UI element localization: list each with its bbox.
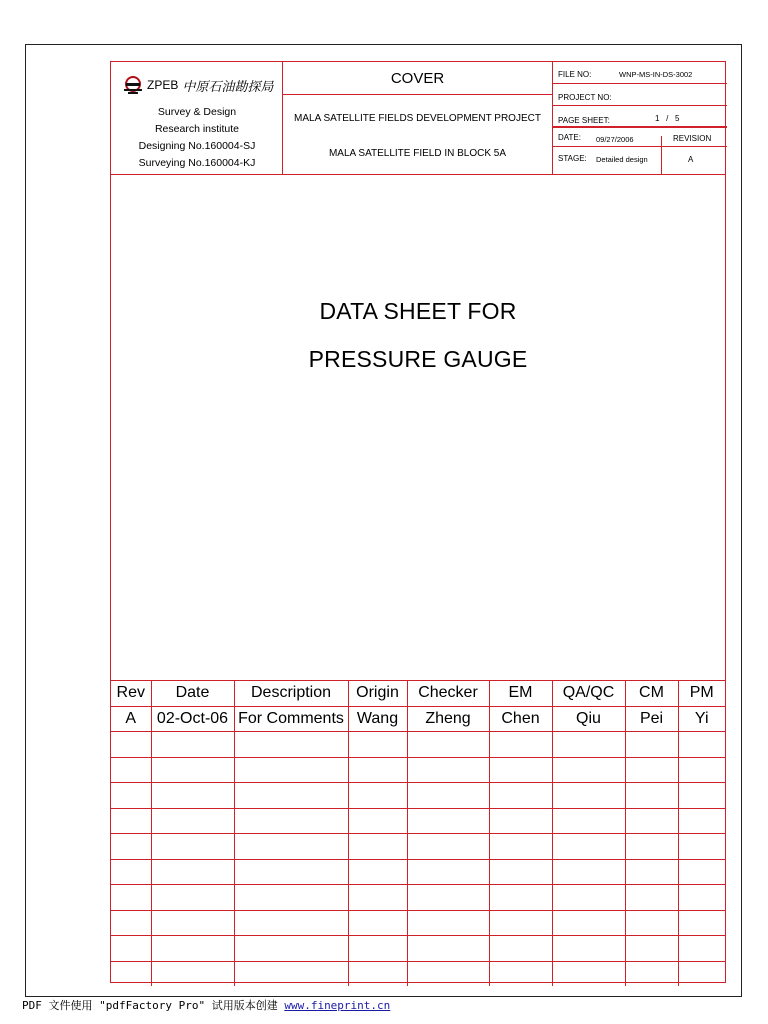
table-cell xyxy=(151,783,234,809)
table-cell xyxy=(111,936,151,962)
table-cell xyxy=(678,910,725,936)
pdf-footer xyxy=(22,997,390,1013)
table-cell xyxy=(234,783,348,809)
table-cell: CM xyxy=(625,681,678,707)
field-name: MALA SATELLITE FIELD IN BLOCK 5A xyxy=(328,148,507,159)
project-no-label: PROJECT NO: xyxy=(558,93,612,102)
table-cell xyxy=(489,783,552,809)
table-cell xyxy=(678,783,725,809)
doc-title-line-1: DATA SHEET FOR xyxy=(319,298,517,324)
table-cell xyxy=(552,808,625,834)
table-cell xyxy=(234,885,348,911)
table-cell xyxy=(625,936,678,962)
table-cell xyxy=(625,910,678,936)
page-sheet-row xyxy=(553,106,727,127)
table-cell xyxy=(151,757,234,783)
table-cell: Pei xyxy=(625,706,678,732)
project-no-row xyxy=(553,84,727,106)
table-cell xyxy=(111,808,151,834)
company-block xyxy=(111,62,283,174)
table-cell xyxy=(625,834,678,860)
table-cell xyxy=(407,757,489,783)
table-cell xyxy=(407,961,489,986)
file-no-row xyxy=(553,62,727,84)
table-cell xyxy=(151,961,234,986)
table-header-row xyxy=(111,681,725,707)
table-cell xyxy=(678,732,725,758)
table-cell xyxy=(151,936,234,962)
footer-link[interactable]: www.fineprint.cn xyxy=(284,999,391,1012)
table-cell xyxy=(151,910,234,936)
table-cell: Yi xyxy=(678,706,725,732)
table-cell xyxy=(489,885,552,911)
table-cell xyxy=(625,808,678,834)
table-cell xyxy=(407,910,489,936)
document-sheet xyxy=(110,61,726,983)
stage-row xyxy=(553,147,727,174)
date-label: DATE: xyxy=(558,133,581,142)
table-cell xyxy=(348,757,407,783)
table-row-empty xyxy=(111,732,725,758)
company-line-4: Surveying No.160004-KJ xyxy=(138,157,256,169)
table-cell: For Comments xyxy=(234,706,348,732)
table-cell xyxy=(625,732,678,758)
table-cell xyxy=(407,834,489,860)
table-cell xyxy=(151,885,234,911)
table-cell xyxy=(625,757,678,783)
table-cell: Origin xyxy=(348,681,407,707)
table-cell xyxy=(151,859,234,885)
table-cell xyxy=(552,936,625,962)
table-cell xyxy=(552,885,625,911)
table-cell xyxy=(489,808,552,834)
stage-value: Detailed design xyxy=(596,155,648,164)
table-cell xyxy=(234,910,348,936)
table-cell xyxy=(678,808,725,834)
table-cell xyxy=(348,910,407,936)
table-cell xyxy=(489,834,552,860)
project-name: MALA SATELLITE FIELDS DEVELOPMENT PROJECT xyxy=(294,113,541,124)
table-cell xyxy=(489,961,552,986)
table-cell xyxy=(678,961,725,986)
zpeb-logo-icon xyxy=(123,75,143,95)
table-cell: 02-Oct-06 xyxy=(151,706,234,732)
table-cell xyxy=(407,936,489,962)
page-sheet-label: PAGE SHEET: xyxy=(558,116,610,125)
revision-value: A xyxy=(688,155,694,164)
table-cell xyxy=(552,834,625,860)
table-cell: Wang xyxy=(348,706,407,732)
table-cell: Zheng xyxy=(407,706,489,732)
header-divider xyxy=(111,174,725,175)
table-cell xyxy=(552,783,625,809)
table-row xyxy=(111,706,725,732)
table-cell xyxy=(111,910,151,936)
table-cell xyxy=(407,732,489,758)
table-cell xyxy=(348,936,407,962)
company-logo xyxy=(123,74,273,96)
table-cell xyxy=(348,859,407,885)
table-cell xyxy=(407,859,489,885)
table-cell xyxy=(552,910,625,936)
table-cell xyxy=(111,961,151,986)
table-cell xyxy=(234,859,348,885)
table-cell xyxy=(407,783,489,809)
table-cell: EM xyxy=(489,681,552,707)
table-row-empty xyxy=(111,757,725,783)
file-no-value: WNP-MS-IN-DS-3002 xyxy=(619,70,693,79)
date-row xyxy=(553,127,727,147)
table-row-empty xyxy=(111,910,725,936)
table-cell xyxy=(151,732,234,758)
table-cell xyxy=(678,757,725,783)
table-cell xyxy=(678,859,725,885)
table-cell xyxy=(234,732,348,758)
table-cell: Date xyxy=(151,681,234,707)
table-cell: QA/QC xyxy=(552,681,625,707)
table-cell xyxy=(625,859,678,885)
table-cell xyxy=(234,936,348,962)
table-cell xyxy=(111,757,151,783)
table-row-empty xyxy=(111,885,725,911)
table-row-empty xyxy=(111,961,725,986)
table-cell xyxy=(151,834,234,860)
table-cell xyxy=(489,859,552,885)
table-cell xyxy=(348,961,407,986)
table-row-empty xyxy=(111,859,725,885)
table-cell xyxy=(407,808,489,834)
table-cell xyxy=(678,885,725,911)
table-cell: Checker xyxy=(407,681,489,707)
table-cell: Chen xyxy=(489,706,552,732)
table-cell xyxy=(234,757,348,783)
table-cell xyxy=(552,961,625,986)
table-cell xyxy=(111,834,151,860)
table-row-empty xyxy=(111,783,725,809)
table-cell xyxy=(234,834,348,860)
table-cell: A xyxy=(111,706,151,732)
table-cell xyxy=(234,961,348,986)
table-cell xyxy=(625,961,678,986)
table-cell xyxy=(111,783,151,809)
footer-text: PDF 文件使用 "pdfFactory Pro" 试用版本创建 xyxy=(22,999,285,1012)
date-value: 09/27/2006 xyxy=(596,135,634,144)
table-row-empty xyxy=(111,834,725,860)
table-cell xyxy=(489,910,552,936)
table-cell xyxy=(151,808,234,834)
table-cell xyxy=(489,757,552,783)
table-cell: Qiu xyxy=(552,706,625,732)
table-cell xyxy=(489,936,552,962)
table-row-empty xyxy=(111,808,725,834)
table-cell xyxy=(625,783,678,809)
logo-text-cn: 中原石油勘探局 xyxy=(182,79,274,95)
table-cell: Rev xyxy=(111,681,151,707)
company-line-1: Survey & Design xyxy=(157,106,237,118)
page-sheet-value: 1 / 5 xyxy=(655,114,680,123)
table-cell: Description xyxy=(234,681,348,707)
company-line-3: Designing No.160004-SJ xyxy=(138,140,256,152)
table-cell xyxy=(678,834,725,860)
table-cell xyxy=(552,757,625,783)
meta-block xyxy=(553,62,727,174)
table-cell xyxy=(489,732,552,758)
table-cell xyxy=(111,885,151,911)
doc-title-line-2: PRESSURE GAUGE xyxy=(308,346,528,372)
revision-label: REVISION xyxy=(673,134,712,143)
table-cell xyxy=(348,783,407,809)
company-line-2: Research institute xyxy=(154,123,240,135)
table-cell: PM xyxy=(678,681,725,707)
table-cell xyxy=(111,732,151,758)
table-cell xyxy=(552,732,625,758)
table-cell xyxy=(348,732,407,758)
table-cell xyxy=(348,885,407,911)
stage-label: STAGE: xyxy=(558,154,587,163)
project-block xyxy=(283,62,553,174)
table-row-empty xyxy=(111,936,725,962)
revision-table xyxy=(111,680,725,986)
table-cell xyxy=(348,808,407,834)
table-cell xyxy=(552,859,625,885)
meta-divider xyxy=(661,136,662,174)
table-cell xyxy=(678,936,725,962)
table-cell xyxy=(407,885,489,911)
table-cell xyxy=(111,859,151,885)
logo-text-en: ZPEB xyxy=(147,78,179,92)
table-cell xyxy=(625,885,678,911)
table-cell xyxy=(348,834,407,860)
file-no-label: FILE NO: xyxy=(558,70,592,79)
table-cell xyxy=(234,808,348,834)
cover-title: COVER xyxy=(283,62,552,95)
